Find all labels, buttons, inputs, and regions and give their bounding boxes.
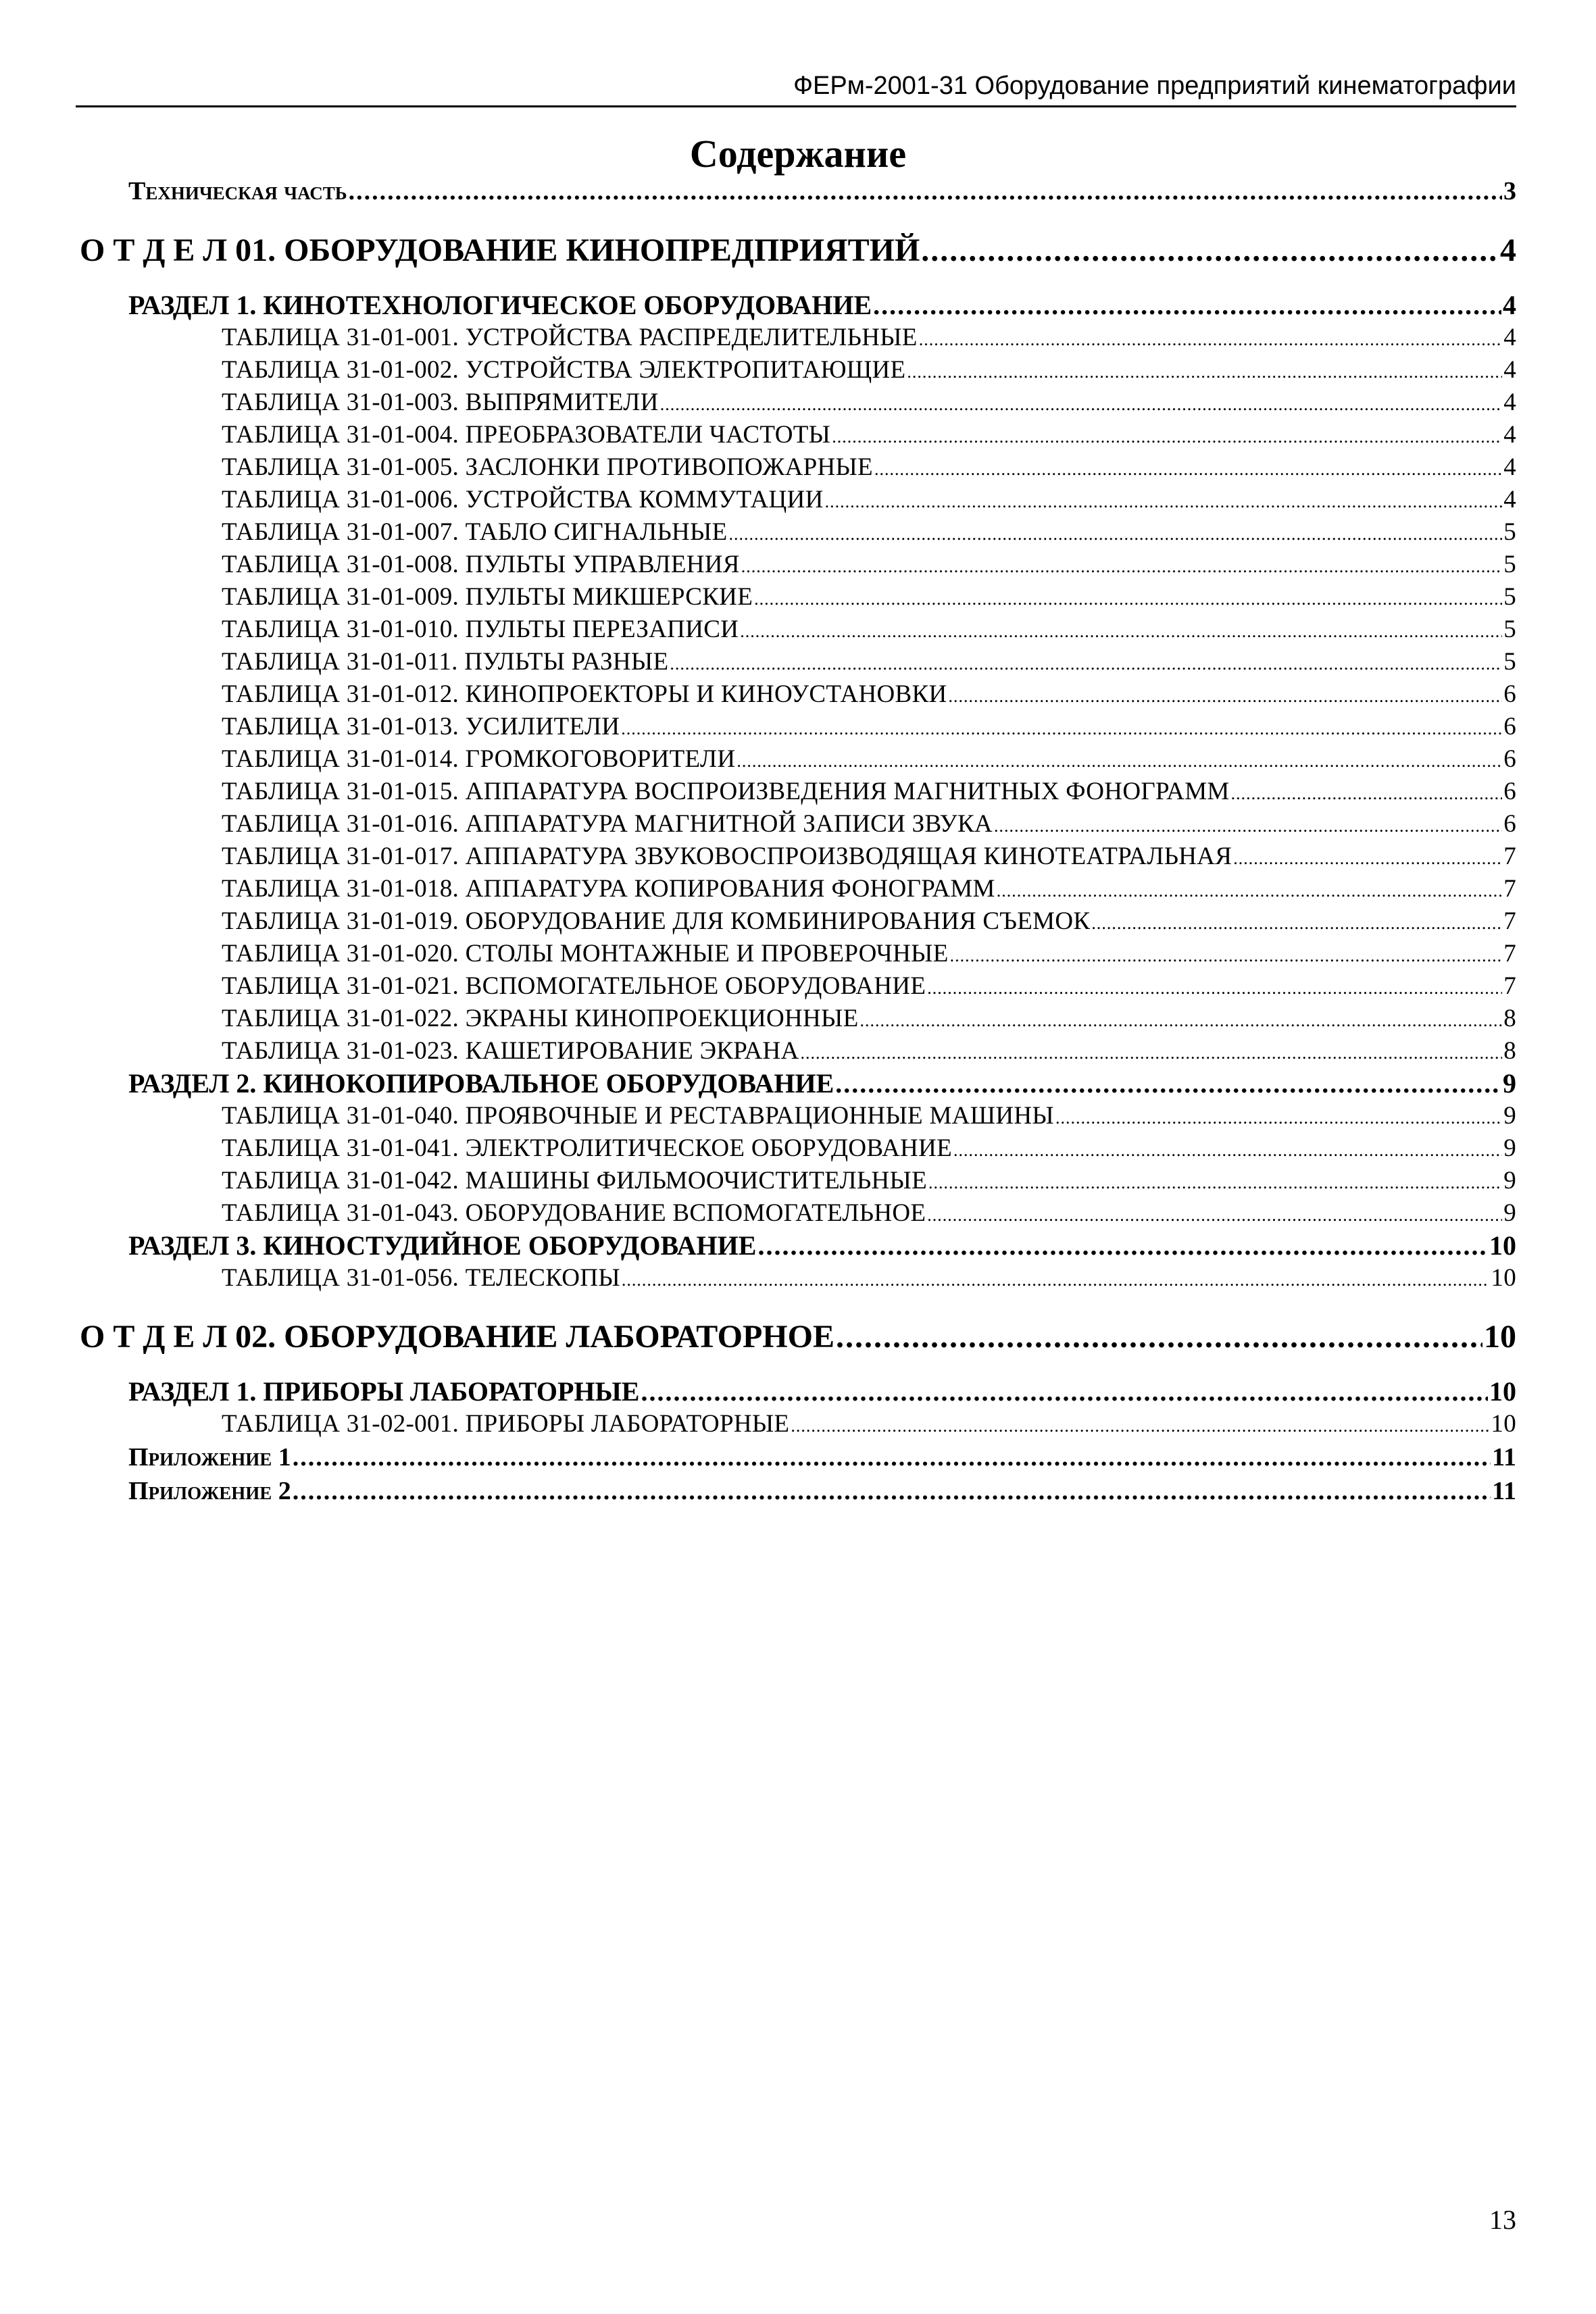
toc-table-entry[interactable] (128, 581, 1516, 613)
toc-table-entry[interactable] (128, 1165, 1516, 1197)
dot-leader (757, 1230, 1488, 1262)
dot-leader (622, 1262, 1489, 1297)
dot-leader (621, 711, 1502, 745)
toc-table-entry[interactable] (128, 808, 1516, 840)
toc-entry-label: РАЗДЕЛ 2. КИНОКОПИРОВАЛЬНОЕ ОБОРУДОВАНИЕ (128, 1068, 834, 1099)
toc-entry-page: 10 (1484, 1319, 1516, 1355)
dot-leader (825, 484, 1503, 518)
dot-leader (907, 354, 1502, 388)
toc-table-entry[interactable] (128, 451, 1516, 484)
toc-entry-label: ТАБЛИЦА 31-01-008. ПУЛЬТЫ УПРАВЛЕНИЯ (222, 551, 740, 578)
toc-table-entry[interactable] (128, 613, 1516, 646)
dot-leader (994, 808, 1502, 842)
toc-entry-label: ТАБЛИЦА 31-01-002. УСТРОЙСТВА ЭЛЕКТРОПИТАЮЩИЕ (222, 356, 906, 384)
toc-entry-label: ТАБЛИЦА 31-01-023. КАШЕТИРОВАНИЕ ЭКРАНА (222, 1037, 799, 1065)
toc-table-entry[interactable] (128, 386, 1516, 419)
dot-leader (950, 938, 1503, 972)
toc-entry-label: Приложение 2 (128, 1477, 291, 1505)
toc-entry-page: 10 (1489, 1376, 1516, 1407)
toc-entry-dept-01-section-3[interactable] (128, 1230, 1516, 1262)
toc-entry-label: ТАБЛИЦА 31-01-004. ПРЕОБРАЗОВАТЕЛИ ЧАСТОТЫ (222, 421, 831, 449)
toc-entry-technical-part[interactable] (128, 174, 1516, 208)
toc-entry-page: 7 (1503, 940, 1516, 967)
dot-leader (737, 743, 1502, 778)
toc-table-entry[interactable] (128, 1197, 1516, 1230)
toc-table-entry[interactable] (128, 743, 1516, 776)
toc-entry-page: 11 (1492, 1443, 1516, 1472)
dot-leader (670, 646, 1502, 680)
toc-table-entry[interactable] (128, 322, 1516, 354)
dot-leader (293, 1474, 1491, 1508)
toc-entry-label: ТАБЛИЦА 31-01-010. ПУЛЬТЫ ПЕРЕЗАПИСИ (222, 615, 739, 643)
toc-entry-page: 9 (1503, 1068, 1516, 1099)
toc-entry-label: ТАБЛИЦА 31-01-015. АППАРАТУРА ВОСПРОИЗВЕДЕНИЯ МАГНИТНЫХ ФОНОГРАММ (222, 778, 1230, 805)
toc-entry-label: Техническая часть (128, 177, 347, 205)
toc-table-entry[interactable] (128, 840, 1516, 873)
toc-entry-page: 8 (1503, 1037, 1516, 1065)
toc-table-entry[interactable] (128, 905, 1516, 938)
toc-table-entry[interactable] (128, 1100, 1516, 1132)
toc-table-entry[interactable] (128, 711, 1516, 743)
dot-leader (953, 1132, 1502, 1167)
dot-leader (641, 1376, 1488, 1408)
toc-entry-label: ТАБЛИЦА 31-01-042. МАШИНЫ ФИЛЬМООЧИСТИТЕЛЬНЫЕ (222, 1167, 927, 1194)
toc-entry-label: ТАБЛИЦА 31-01-001. УСТРОЙСТВА РАСПРЕДЕЛИТЕЛЬНЫЕ (222, 324, 918, 351)
toc-table-entry[interactable] (128, 549, 1516, 581)
toc-table-entry[interactable] (128, 970, 1516, 1003)
toc-entry-page: 5 (1503, 518, 1516, 546)
toc-entry-page: 3 (1503, 177, 1516, 205)
toc-entry-label: Приложение 1 (128, 1443, 291, 1472)
toc-entry-label: ТАБЛИЦА 31-01-006. УСТРОЙСТВА КОММУТАЦИИ (222, 486, 824, 513)
toc-entry-page: 4 (1503, 453, 1516, 481)
toc-entry-label: ТАБЛИЦА 31-01-056. ТЕЛЕСКОПЫ (222, 1264, 620, 1292)
toc-entry-label: ТАБЛИЦА 31-02-001. ПРИБОРЫ ЛАБОРАТОРНЫЕ (222, 1410, 790, 1438)
toc-table-entry[interactable] (128, 484, 1516, 516)
toc-entry-page: 6 (1503, 745, 1516, 773)
dot-leader (860, 1003, 1503, 1037)
toc-entry-label: ТАБЛИЦА 31-01-009. ПУЛЬТЫ МИКШЕРСКИЕ (222, 583, 753, 611)
toc-entry-page: 11 (1492, 1477, 1516, 1505)
toc-entry-page: 10 (1491, 1410, 1516, 1438)
toc-entry-label: ТАБЛИЦА 31-01-021. ВСПОМОГАТЕЛЬНОЕ ОБОРУДОВАНИЕ (222, 972, 926, 1000)
table-of-contents (80, 174, 1516, 1508)
toc-table-list (128, 1408, 1516, 1440)
dot-leader (791, 1408, 1489, 1442)
toc-entry-label: ТАБЛИЦА 31-01-007. ТАБЛО СИГНАЛЬНЫЕ (222, 518, 728, 546)
dot-leader (741, 549, 1502, 583)
toc-entry-appendix-2[interactable] (128, 1474, 1516, 1508)
toc-entry-page: 9 (1503, 1167, 1516, 1194)
toc-entry-label: О Т Д Е Л 02. ОБОРУДОВАНИЕ ЛАБОРАТОРНОЕ (80, 1319, 834, 1355)
dot-leader (832, 419, 1502, 453)
dot-leader (1233, 840, 1502, 875)
dot-leader (997, 873, 1502, 907)
page-number: 13 (1489, 2205, 1516, 2235)
toc-entry-page: 6 (1503, 680, 1516, 708)
dot-leader (919, 322, 1502, 356)
dot-leader (660, 386, 1502, 421)
dot-leader (873, 289, 1501, 322)
toc-entry-page: 5 (1503, 648, 1516, 676)
toc-entry-page: 5 (1503, 615, 1516, 643)
toc-table-entry[interactable] (128, 1132, 1516, 1165)
toc-title: Содержание (689, 132, 907, 176)
toc-table-entry[interactable] (128, 1035, 1516, 1067)
toc-entry-page: 4 (1503, 356, 1516, 384)
toc-entry-page: 4 (1503, 290, 1516, 320)
toc-entry-page: 6 (1503, 810, 1516, 838)
running-header: ФЕРм-2001-31 Оборудование предприятий кинематографии (76, 69, 1516, 107)
toc-entry-label: РАЗДЕЛ 3. КИНОСТУДИЙНОЕ ОБОРУДОВАНИЕ (128, 1230, 757, 1261)
toc-entry-page: 7 (1503, 907, 1516, 935)
toc-entry-dept-02-section-1[interactable] (128, 1376, 1516, 1408)
toc-table-entry[interactable] (128, 938, 1516, 970)
dot-leader (928, 1165, 1502, 1199)
toc-entry-label: ТАБЛИЦА 31-01-041. ЭЛЕКТРОЛИТИЧЕСКОЕ ОБОРУДОВАНИЕ (222, 1134, 953, 1162)
dot-leader (293, 1440, 1491, 1474)
toc-table-entry[interactable] (128, 678, 1516, 711)
toc-entry-label: ТАБЛИЦА 31-01-022. ЭКРАНЫ КИНОПРОЕКЦИОННЫЕ (222, 1005, 859, 1032)
toc-entry-dept-01-section-2[interactable] (128, 1067, 1516, 1100)
toc-table-list (128, 1262, 1516, 1294)
dot-leader (927, 1197, 1502, 1232)
toc-entry-label: ТАБЛИЦА 31-01-016. АППАРАТУРА МАГНИТНОЙ ЗАПИСИ ЗВУКА (222, 810, 993, 838)
toc-entry-page: 10 (1491, 1264, 1516, 1292)
toc-entry-page: 7 (1503, 875, 1516, 903)
toc-entry-label: ТАБЛИЦА 31-01-012. КИНОПРОЕКТОРЫ И КИНОУСТАНОВКИ (222, 680, 947, 708)
dot-leader (1231, 776, 1503, 810)
toc-entry-page: 4 (1500, 232, 1516, 268)
toc-table-entry[interactable] (128, 1408, 1516, 1440)
dot-leader (349, 174, 1502, 208)
dot-leader (836, 1316, 1482, 1358)
toc-entry-page: 6 (1503, 778, 1516, 805)
toc-entry-dept-01-section-1[interactable] (128, 289, 1516, 322)
toc-table-entry[interactable] (128, 1003, 1516, 1035)
toc-entry-dept-02[interactable] (80, 1316, 1516, 1358)
toc-entry-label: РАЗДЕЛ 1. КИНОТЕХНОЛОГИЧЕСКОЕ ОБОРУДОВАНИЕ (128, 290, 872, 320)
dot-leader (1091, 905, 1502, 940)
dot-leader (927, 970, 1502, 1005)
toc-entry-page: 6 (1503, 713, 1516, 740)
toc-entry-dept-01[interactable] (80, 230, 1516, 272)
toc-entry-page: 9 (1503, 1134, 1516, 1162)
dot-leader (728, 516, 1502, 551)
toc-entry-label: ТАБЛИЦА 31-01-019. ОБОРУДОВАНИЕ ДЛЯ КОМБИНИРОВАНИЯ СЪЕМОК (222, 907, 1091, 935)
toc-entry-page: 4 (1503, 421, 1516, 449)
toc-entry-label: ТАБЛИЦА 31-01-013. УСИЛИТЕЛИ (222, 713, 620, 740)
toc-entry-label: ТАБЛИЦА 31-01-018. АППАРАТУРА КОПИРОВАНИЯ ФОНОГРАММ (222, 875, 995, 903)
toc-entry-page: 5 (1503, 551, 1516, 578)
toc-entry-page: 5 (1503, 583, 1516, 611)
toc-entry-page: 4 (1503, 388, 1516, 416)
toc-entry-page: 7 (1503, 972, 1516, 1000)
toc-entry-label: ТАБЛИЦА 31-01-005. ЗАСЛОНКИ ПРОТИВОПОЖАРНЫЕ (222, 453, 873, 481)
dot-leader (835, 1067, 1501, 1100)
toc-table-entry[interactable] (128, 873, 1516, 905)
toc-table-entry[interactable] (128, 646, 1516, 678)
dot-leader (921, 230, 1499, 272)
toc-entry-label: ТАБЛИЦА 31-01-003. ВЫПРЯМИТЕЛИ (222, 388, 659, 416)
toc-entry-label: ТАБЛИЦА 31-01-011. ПУЛЬТЫ РАЗНЫЕ (222, 648, 669, 676)
toc-table-list (128, 1100, 1516, 1230)
toc-entry-page: 4 (1503, 486, 1516, 513)
toc-table-entry[interactable] (128, 354, 1516, 386)
toc-table-entry[interactable] (128, 419, 1516, 451)
dot-leader (874, 451, 1502, 486)
toc-entry-page: 9 (1503, 1102, 1516, 1130)
dot-leader (740, 613, 1502, 648)
dot-leader (948, 678, 1502, 713)
toc-entry-label: О Т Д Е Л 01. ОБОРУДОВАНИЕ КИНОПРЕДПРИЯТИЙ (80, 232, 920, 268)
toc-table-entry[interactable] (128, 1262, 1516, 1294)
toc-table-list (128, 322, 1516, 1067)
toc-entry-page: 4 (1503, 324, 1516, 351)
toc-entry-appendix-1[interactable] (128, 1440, 1516, 1474)
toc-entry-label: РАЗДЕЛ 1. ПРИБОРЫ ЛАБОРАТОРНЫЕ (128, 1376, 640, 1407)
toc-entry-page: 10 (1489, 1230, 1516, 1261)
toc-entry-label: ТАБЛИЦА 31-01-014. ГРОМКОГОВОРИТЕЛИ (222, 745, 736, 773)
toc-entry-page: 8 (1503, 1005, 1516, 1032)
toc-entry-label: ТАБЛИЦА 31-01-043. ОБОРУДОВАНИЕ ВСПОМОГАТЕЛЬНОЕ (222, 1199, 926, 1227)
toc-entry-page: 7 (1503, 842, 1516, 870)
dot-leader (801, 1035, 1503, 1070)
toc-table-entry[interactable] (128, 516, 1516, 549)
dot-leader (1055, 1100, 1502, 1134)
toc-entry-label: ТАБЛИЦА 31-01-017. АППАРАТУРА ЗВУКОВОСПРОИЗВОДЯЩАЯ КИНОТЕАТРАЛЬНАЯ (222, 842, 1232, 870)
toc-table-entry[interactable] (128, 776, 1516, 808)
dot-leader (754, 581, 1502, 615)
toc-entry-label: ТАБЛИЦА 31-01-040. ПРОЯВОЧНЫЕ И РЕСТАВРАЦИОННЫЕ МАШИНЫ (222, 1102, 1054, 1130)
toc-entry-label: ТАБЛИЦА 31-01-020. СТОЛЫ МОНТАЖНЫЕ И ПРОВЕРОЧНЫЕ (222, 940, 949, 967)
toc-entry-page: 9 (1503, 1199, 1516, 1227)
